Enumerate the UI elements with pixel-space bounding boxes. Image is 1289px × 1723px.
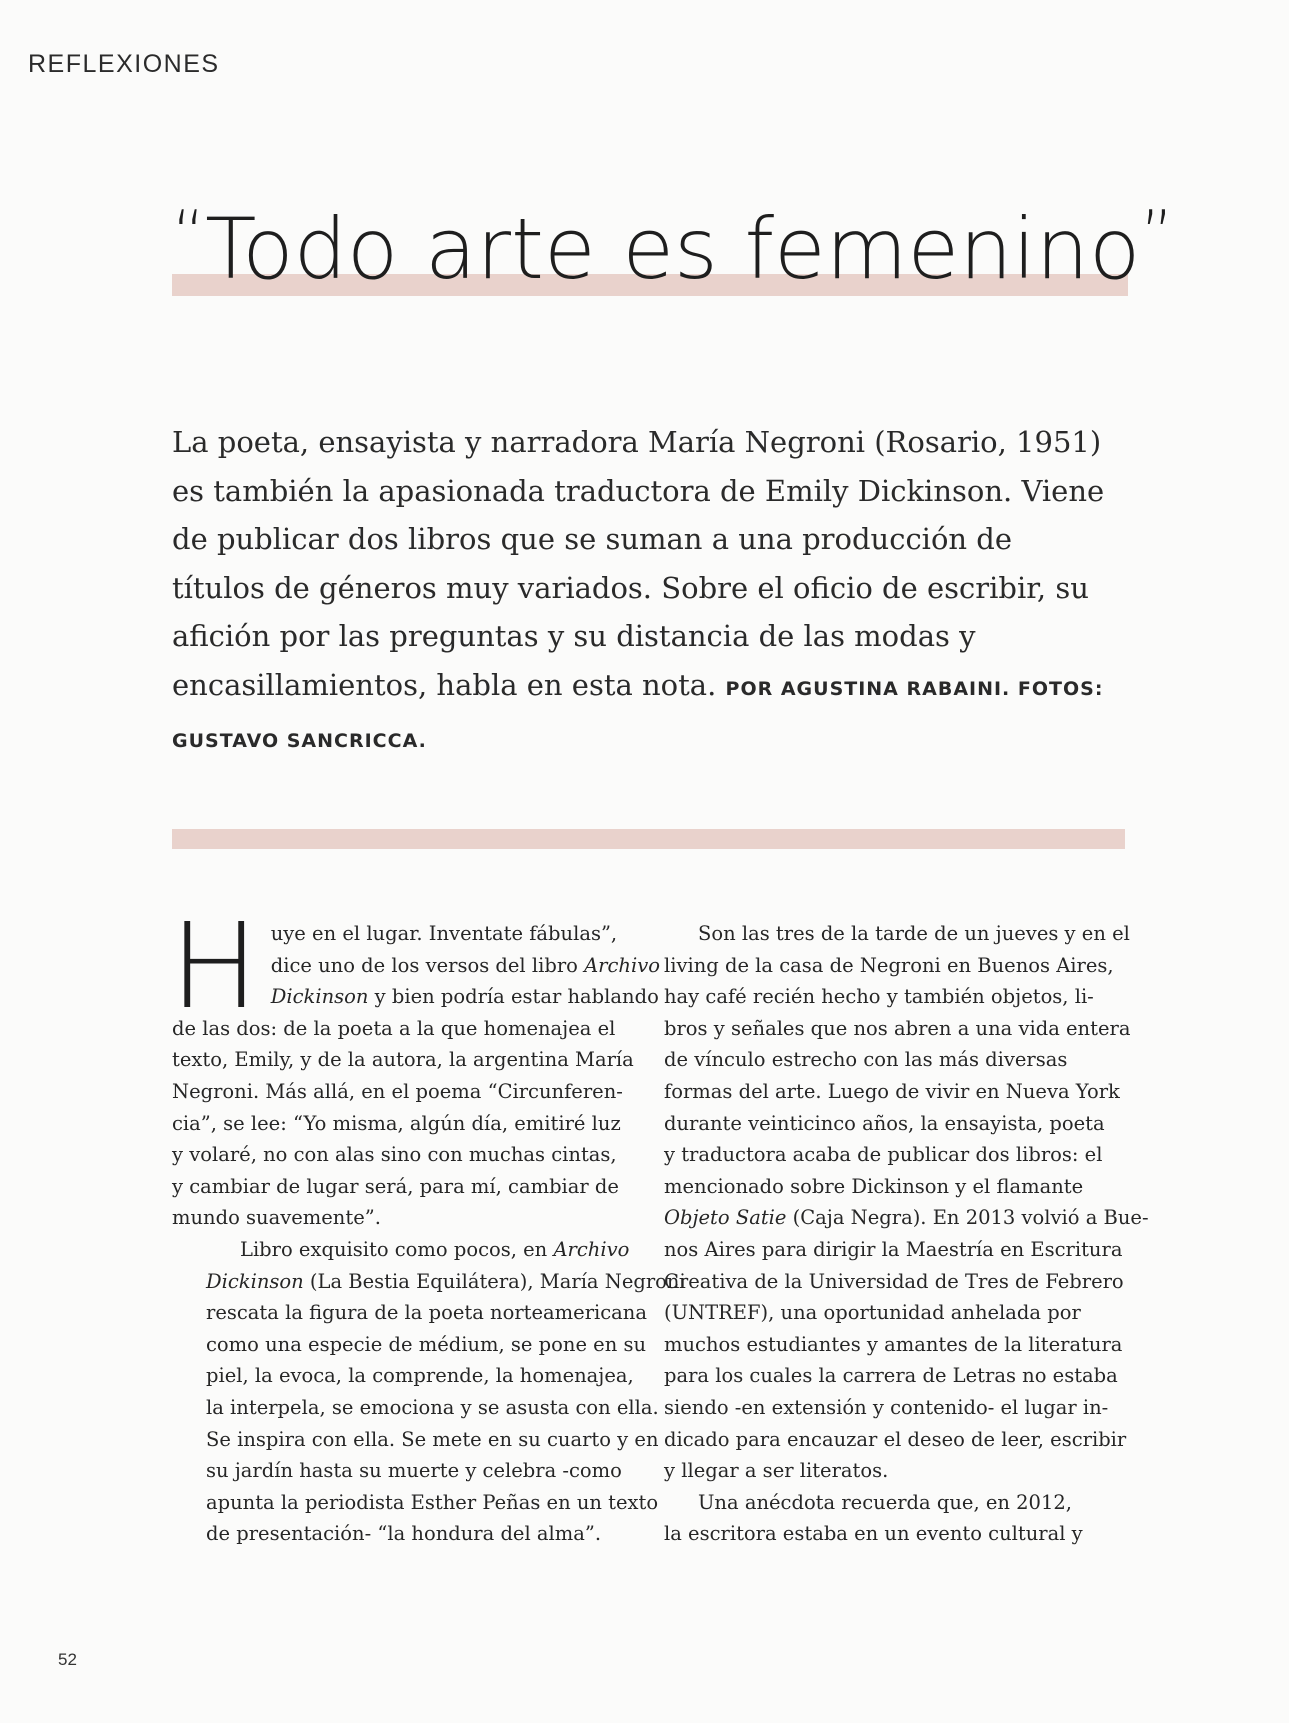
text-line: living de la casa de Negroni en Buenos Aires, xyxy=(664,953,1114,977)
text-line: cia”, se lee: “Yo misma, algún día, emitiré luz xyxy=(172,1111,621,1135)
text-line: la interpela, se emociona y se asusta con ella. xyxy=(206,1395,659,1419)
paragraph xyxy=(664,918,1149,1487)
text-line: Objeto Satie (Caja Negra). En 2013 volvió a Bue- xyxy=(664,1206,1149,1230)
text-line: Dickinson (La Bestia Equilátera), María Negroni xyxy=(206,1269,686,1293)
text-line: para los cuales la carrera de Letras no estaba xyxy=(664,1364,1118,1388)
text-line: Una anécdota recuerda que, en 2012, xyxy=(698,1490,1072,1514)
page-title xyxy=(172,180,1174,304)
deck-text: La poeta, ensayista y narradora María Negroni (Rosario, 1951) es también la apasionada traductora de Emily Dickinson. Viene de publicar dos libros que se suman a una producción de títulos de géneros muy variados. Sobre el oficio de escribir, su afición por las preguntas y su distancia de las modas y encasillamientos, habla en esta nota. xyxy=(172,425,1105,702)
text-line: Dickinson y bien podría estar hablando xyxy=(270,985,659,1009)
text-line: apunta la periodista Esther Peñas en un texto xyxy=(206,1490,659,1514)
text-line: como una especie de médium, se pone en su xyxy=(206,1332,647,1356)
paragraph xyxy=(172,1234,686,1550)
text-line: piel, la evoca, la comprende, la homenajea, xyxy=(206,1364,634,1388)
text-line: durante veinticinco años, la ensayista, poeta xyxy=(664,1111,1105,1135)
text-line: nos Aires para dirigir la Maestría en Escritura xyxy=(664,1237,1123,1261)
text-line: Son las tres de la tarde de un jueves y en el xyxy=(698,922,1130,945)
drop-cap: H xyxy=(170,897,259,1035)
text-line: y volaré, no con alas sino con muchas cintas, xyxy=(172,1143,617,1167)
text-line: mencionado sobre Dickinson y el flamante xyxy=(664,1174,1084,1198)
text-line: de las dos: de la poeta a la que homenajea el xyxy=(172,1016,616,1040)
section-label: REFLEXIONES xyxy=(28,50,220,78)
paragraph xyxy=(664,1487,1094,1550)
text-line: siendo -en extensión y contenido- el lugar in- xyxy=(664,1395,1109,1419)
text-line: Se inspira con ella. Se mete en su cuarto y en xyxy=(206,1427,659,1451)
text-line: su jardín hasta su muerte y celebra -como xyxy=(206,1459,622,1483)
paragraph xyxy=(170,897,660,1234)
text-line: hay café recién hecho y también objetos, li- xyxy=(664,985,1094,1009)
text-line: y llegar a ser literatos. xyxy=(664,1459,889,1483)
body-column-right xyxy=(664,918,1149,1550)
text-line: dice uno de los versos del libro Archivo xyxy=(270,953,660,977)
text-line: y traductora acaba de publicar dos libros: el xyxy=(664,1143,1103,1167)
text-line: (UNTREF), una oportunidad anhelada por xyxy=(664,1301,1081,1325)
text-line: uye en el lugar. Inventate fábulas”, xyxy=(270,922,618,945)
divider-bar xyxy=(172,829,1125,849)
text-line: bros y señales que nos abren a una vida entera xyxy=(664,1016,1131,1040)
article-deck xyxy=(172,418,1112,766)
title-open-quote: “ xyxy=(172,198,206,272)
text-line: la escritora estaba en un evento cultural y xyxy=(664,1522,1083,1546)
text-line: formas del arte. Luego de vivir en Nueva York xyxy=(664,1079,1120,1103)
text-line: Negroni. Más allá, en el poema “Circunferen- xyxy=(172,1079,623,1103)
text-line: muchos estudiantes y amantes de la literatura xyxy=(664,1332,1123,1356)
page-number: 52 xyxy=(58,1650,77,1669)
text-line: rescata la figura de la poeta norteamericana xyxy=(206,1301,647,1325)
article-credits: POR AGUSTINA RABAINI. FOTOS: GUSTAVO SANCRICCA. xyxy=(172,677,1104,752)
text-line: mundo suavemente”. xyxy=(172,1206,381,1230)
text-line: de vínculo estrecho con las más diversas xyxy=(664,1048,1068,1072)
text-line: texto, Emily, y de la autora, la argentina María xyxy=(172,1048,634,1072)
title-text: Todo arte es femenino xyxy=(205,200,1141,298)
text-line: de presentación- “la hondura del alma”. xyxy=(206,1522,602,1546)
text-line: Creativa de la Universidad de Tres de Febrero xyxy=(664,1269,1124,1293)
body-column-left xyxy=(170,897,686,1550)
text-line: y cambiar de lugar será, para mí, cambiar de xyxy=(172,1174,619,1198)
headline xyxy=(172,180,1174,300)
text-line: dicado para encauzar el deseo de leer, escribir xyxy=(664,1427,1127,1451)
text-line: Libro exquisito como pocos, en Archivo xyxy=(240,1237,630,1261)
title-close-quote: ” xyxy=(1140,198,1174,272)
